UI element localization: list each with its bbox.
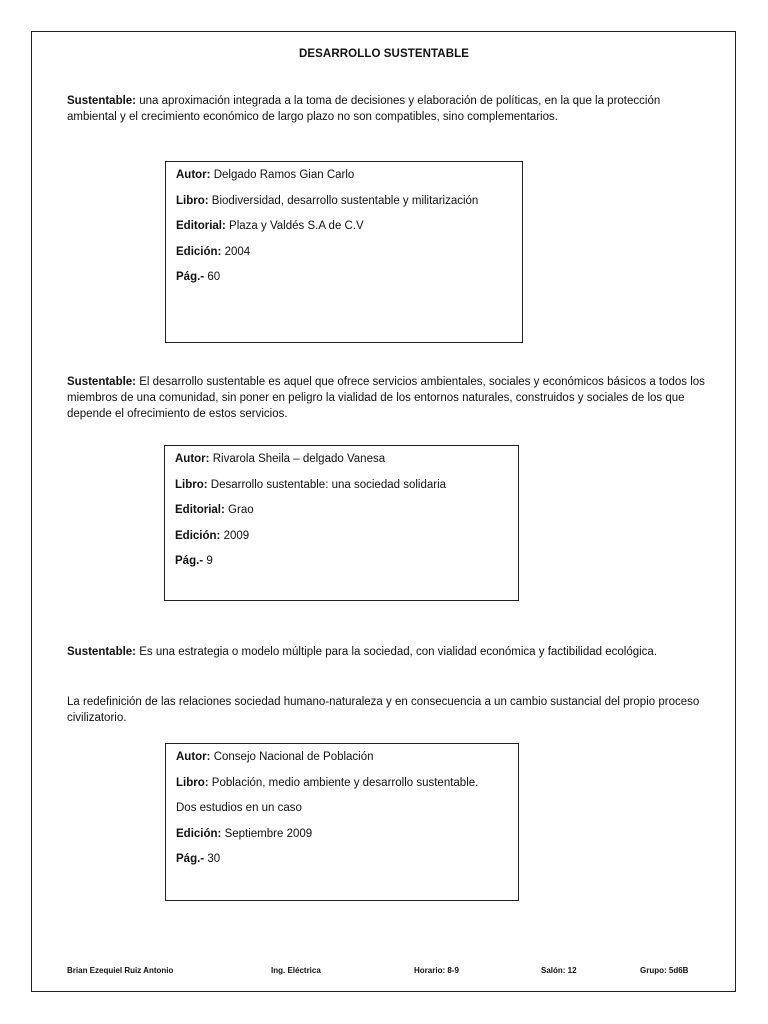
reference-box-3 <box>165 743 519 901</box>
footer-schedule: Horario: 8-9 <box>414 966 459 975</box>
document-title: DESARROLLO SUSTENTABLE <box>298 48 470 60</box>
definition-paragraph-2 <box>67 374 707 422</box>
definition-paragraph-4: La redefinición de las relaciones sociedad humano-naturaleza y en consecuencia a un cambio sustancial del propio proceso civilizatorio. <box>67 696 700 724</box>
ref-author: Autor: Rivarola Sheila – delgado Vanesa <box>175 453 386 465</box>
footer-student-name: Brian Ezequiel Ruiz Antonio <box>67 966 174 975</box>
ref-page: Pág.- 30 <box>176 853 221 865</box>
definition-text: una aproximación integrada a la toma de decisiones y elaboración de políticas, en la que la protección ambiental y el crecimiento económico de largo plazo no son compatibles, sino complementarios. <box>67 95 661 123</box>
ref-publisher: Editorial: Grao <box>175 504 254 516</box>
definition-paragraph-1 <box>67 93 707 125</box>
ref-page: Pág.- 9 <box>175 555 213 567</box>
definition-text: El desarrollo sustentable es aquel que ofrece servicios ambientales, sociales y económicos básicos a todos los miembros de una comunidad, sin poner en peligro la vialidad de los entornos naturales, construidos y sociales de los que depende el ofrecimiento de estos servicios. <box>67 376 705 420</box>
reference-box-2 <box>164 445 519 601</box>
ref-page: Pág.- 60 <box>176 271 221 283</box>
definition-term: Sustentable: <box>67 376 137 388</box>
definition-term: Sustentable: <box>67 95 137 107</box>
ref-book-continuation: Dos estudios en un caso <box>176 802 302 814</box>
ref-book: Libro: Desarrollo sustentable: una sociedad solidaria <box>175 478 447 491</box>
ref-book: Libro: Población, medio ambiente y desarrollo sustentable. <box>176 776 479 789</box>
footer-room: Salón: 12 <box>541 966 577 975</box>
definition-paragraph-3 <box>67 644 707 660</box>
footer-career: Ing. Eléctrica <box>271 966 321 975</box>
ref-author: Autor: Consejo Nacional de Población <box>176 751 374 763</box>
ref-edition: Edición: 2009 <box>175 529 250 542</box>
ref-publisher: Editorial: Plaza y Valdés S.A de C.V <box>176 220 364 232</box>
reference-box-1 <box>165 161 523 343</box>
footer-group: Grupo: 5d6B <box>640 966 689 975</box>
ref-book: Libro: Biodiversidad, desarrollo sustentable y militarización <box>176 194 479 207</box>
ref-author: Autor: Delgado Ramos Gian Carlo <box>176 169 355 181</box>
ref-edition: Edición: 2004 <box>176 245 251 258</box>
definition-text: Es una estrategia o modelo múltiple para la sociedad, con vialidad económica y factibilidad ecológica. <box>139 646 658 658</box>
definition-term: Sustentable: <box>67 646 137 658</box>
ref-edition: Edición: Septiembre 2009 <box>176 827 313 840</box>
